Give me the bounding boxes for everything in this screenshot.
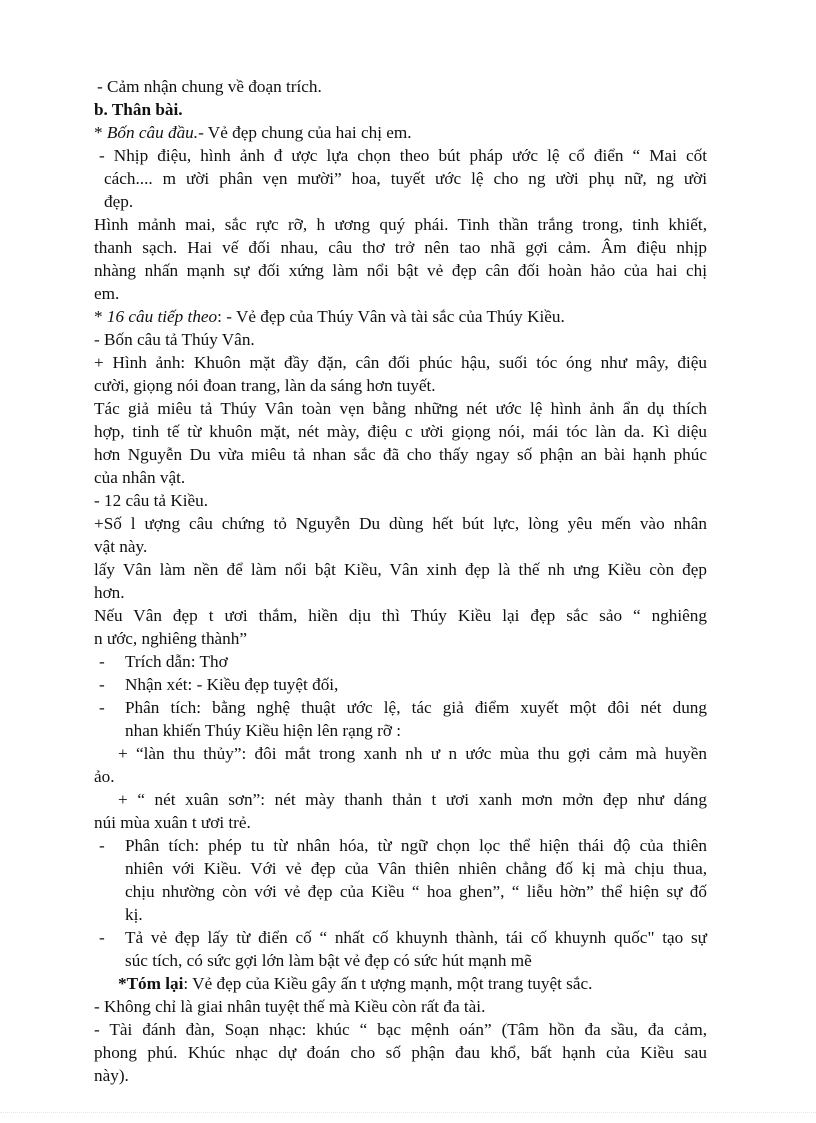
text-line	[94, 121, 412, 144]
text-line: + “ nét xuân sơn”: nét mày thanh thản t ươi xanh mơn mởn đẹp như dáng	[118, 790, 707, 809]
text-line: vật này.	[94, 537, 148, 556]
text-line: cách.... m ười phân vẹn mười” hoa, tuyết ước lệ cho ng ười phụ nữ, ng ười	[104, 169, 707, 188]
summary-line	[118, 972, 592, 995]
list-marker: -	[99, 675, 105, 694]
list-item: Phân tích: phép tu từ nhân hóa, từ ngữ chọn lọc thể hiện thái độ của thiên	[125, 836, 707, 855]
list-item: súc tích, có sức gợi lớn làm bật vẻ đẹp có sức hút mạnh mẽ	[125, 951, 532, 970]
page-bottom-rule	[0, 1112, 816, 1113]
list-item: Nhận xét: - Kiều đẹp tuyệt đối,	[125, 675, 339, 694]
list-marker: -	[99, 836, 105, 855]
text-line: Hình mảnh mai, sắc rực rỡ, h ương quý phái. Tinh thần trắng trong, tinh khiết,	[94, 215, 707, 234]
text-line: nhàng nhấn mạnh sự đối xứng làm nổi bật vẻ đẹp cân đối hoàn hảo của hai chị	[94, 261, 707, 280]
text-line: - Bốn câu tả Thúy Vân.	[94, 330, 255, 349]
italic-heading: 16 câu tiếp theo	[106, 307, 218, 326]
text-line: này).	[94, 1066, 129, 1085]
text-line: hơn.	[94, 583, 125, 602]
text-line: +Số l ượng câu chứng tỏ Nguyễn Du dùng hết bút lực, lòng yêu mến vào nhân	[94, 514, 707, 533]
text-span: : - Vẻ đẹp của Thúy Vân và tài sắc của Thúy Kiều.	[217, 307, 565, 326]
summary-label: *Tóm lại	[118, 974, 184, 993]
bullet-star: *	[94, 123, 107, 142]
text-line: - Nhịp điệu, hình ảnh đ ược lựa chọn theo bút pháp ước lệ cổ điển “ Mai cốt	[99, 146, 707, 165]
text-line: đẹp.	[104, 192, 134, 211]
list-marker: -	[99, 698, 105, 717]
section-heading: b. Thân bài.	[94, 100, 183, 119]
text-line: - Không chỉ là giai nhân tuyệt thế mà Kiều còn rất đa tài.	[94, 997, 486, 1016]
text-line: Tác giả miêu tả Thúy Vân toàn vẹn bằng những nét ước lệ hình ảnh ẩn dụ thích	[94, 399, 707, 418]
text-line: cười, giọng nói đoan trang, làn da sáng hơn tuyết.	[94, 376, 436, 395]
text-line: hơn Nguyễn Du vừa miêu tả nhan sắc đã cho thấy ngay số phận an bài hạnh phúc	[94, 445, 707, 464]
text-line: hợp, tinh tế từ khuôn mặt, nét mày, điệu c ười giọng nói, mái tóc làn da. Kì diệu	[94, 422, 707, 441]
text-line: - 12 câu tả Kiều.	[94, 491, 209, 510]
text-line: - Cảm nhận chung về đoạn trích.	[97, 77, 322, 96]
list-item: Trích dẫn: Thơ	[125, 652, 228, 671]
list-item: Tả vẻ đẹp lấy từ điển cố “ nhất cố khuynh thành, tái cố khuynh quốc" tạo sự	[125, 928, 707, 947]
list-item: nhan khiến Thúy Kiều hiện lên rạng rỡ :	[125, 721, 402, 740]
text-line: thanh sạch. Hai vế đối nhau, câu thơ trở nên tao nhã gợi cảm. Âm điệu nhịp	[94, 238, 707, 257]
text-line: núi mùa xuân t ươi trẻ.	[94, 813, 251, 832]
text-span: - Vẻ đẹp chung của hai chị em.	[198, 123, 412, 142]
text-line: + Hình ảnh: Khuôn mặt đầy đặn, cân đối phúc hậu, suối tóc óng như mây, điệu	[94, 353, 707, 372]
list-item: Phân tích: bằng nghệ thuật ước lệ, tác giả điểm xuyết một đôi nét dung	[125, 698, 707, 717]
text-line: + “làn thu thủy”: đôi mắt trong xanh nh ư n ước mùa thu gợi cảm mà huyền	[118, 744, 707, 763]
text-line: của nhân vật.	[94, 468, 186, 487]
bullet-star: *	[94, 307, 107, 326]
text-line: Nếu Vân đẹp t ươi thắm, hiền dịu thì Thúy Kiều lại đẹp sắc sảo “ nghiêng	[94, 606, 707, 625]
text-line: phong phú. Khúc nhạc dự đoán cho số phận đau khổ, bất hạnh của Kiều sau	[94, 1043, 707, 1062]
list-item: chịu nhường còn với vẻ đẹp của Kiều “ hoa ghen”, “ liễu hờn” thể hiện sự đố	[125, 882, 707, 901]
list-item: kị.	[125, 905, 143, 924]
list-marker: -	[99, 652, 105, 671]
italic-heading: Bốn câu đầu.	[106, 123, 199, 142]
list-marker: -	[99, 928, 105, 947]
text-span: : Vẻ đẹp của Kiều gây ấn t ượng mạnh, một trang tuyệt sắc.	[183, 974, 593, 993]
text-line: - Tài đánh đàn, Soạn nhạc: khúc “ bạc mệnh oán” (Tâm hồn đa sầu, đa cảm,	[94, 1020, 707, 1039]
text-line	[94, 305, 565, 328]
text-line: n ước, nghiêng thành”	[94, 629, 248, 648]
text-line: lấy Vân làm nền để làm nổi bật Kiều, Vân xinh đẹp là thế nh ưng Kiều còn đẹp	[94, 560, 707, 579]
text-line: em.	[94, 284, 120, 303]
text-line: ảo.	[94, 767, 115, 786]
list-item: nhiên với Kiều. Với vẻ đẹp của Vân thiên nhiên chẳng đố kị mà chịu thua,	[125, 859, 707, 878]
